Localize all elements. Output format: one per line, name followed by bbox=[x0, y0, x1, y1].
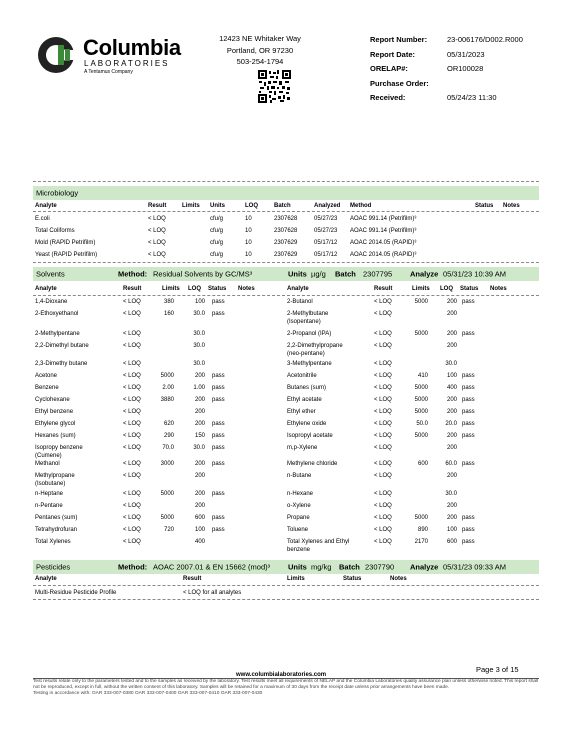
divider bbox=[33, 585, 539, 586]
company-logo bbox=[36, 35, 186, 80]
loq-value: 400 bbox=[194, 539, 205, 545]
table-cell: cfu/g bbox=[210, 240, 224, 246]
loq-value: 30.0 bbox=[193, 343, 205, 349]
result-value: < LOQ bbox=[123, 299, 141, 305]
result-value: < LOQ bbox=[123, 331, 141, 337]
result-value: < LOQ bbox=[123, 473, 141, 479]
loq-value: 100 bbox=[194, 527, 205, 533]
report-label: ORELAP#: bbox=[370, 64, 408, 73]
result-value: < LOQ bbox=[374, 491, 392, 497]
analyte-name: n-Heptane bbox=[35, 491, 64, 497]
column-header: LOQ bbox=[188, 286, 201, 292]
result-value: < LOQ bbox=[374, 503, 392, 509]
analyze-label: Analyze bbox=[410, 269, 439, 279]
result-value: < LOQ bbox=[374, 385, 392, 391]
result-value: < LOQ bbox=[374, 331, 392, 337]
limit-value: 70.0 bbox=[162, 445, 174, 451]
status-value: pass bbox=[212, 433, 225, 439]
limit-value: 50.0 bbox=[416, 421, 428, 427]
units-label: Units bbox=[288, 562, 307, 572]
pesticide-analyte: Multi-Residue Pesticide Profile bbox=[35, 590, 117, 596]
table-cell: < LOQ bbox=[148, 216, 166, 222]
column-header: Limits bbox=[287, 576, 305, 582]
loq-value: 60.0 bbox=[445, 461, 457, 467]
analyte-name: Methylpropane bbox=[35, 473, 75, 479]
columbia-logo-icon bbox=[36, 35, 76, 75]
analyte-name: Toluene bbox=[287, 527, 309, 533]
lab-address bbox=[190, 33, 330, 68]
analyte-name: 2-Propanol (IPA) bbox=[287, 331, 332, 337]
result-value: < LOQ bbox=[374, 397, 392, 403]
disclaimer-text: Test results relate only to the parameters tested and to the samples as received by the laboratory. Test results meet all requirements of NELAP and the Columbia Laboratories quality assurance plan unless otherwise noted. This report shall not be reproduced, except in full, without the written consent of this laboratory. Samples will be retained for a maximum of 30 days from the receipt date unless prior arrangements have been made. bbox=[33, 679, 539, 690]
status-value: pass bbox=[212, 421, 225, 427]
analyte-name: n-Pentane bbox=[35, 503, 63, 509]
analyte-name: Methylene chloride bbox=[287, 461, 338, 467]
analyte-name: Isopropyl acetate bbox=[287, 433, 333, 439]
result-value: < LOQ bbox=[374, 299, 392, 305]
result-value: < LOQ bbox=[123, 503, 141, 509]
method-value: Residual Solvents by GC/MS³ bbox=[153, 269, 253, 279]
result-value: < LOQ bbox=[374, 515, 392, 521]
analyte-name: Isopropy benzene bbox=[35, 445, 83, 451]
column-header: Units bbox=[210, 203, 225, 209]
analyte-name: n-Hexane bbox=[287, 491, 314, 497]
limit-value: 5000 bbox=[160, 491, 174, 497]
report-value: 05/31/2023 bbox=[447, 49, 485, 59]
divider bbox=[33, 181, 539, 182]
analyze-value: 05/31/23 09:33 AM bbox=[443, 562, 506, 572]
table-cell: 10 bbox=[245, 252, 252, 258]
result-value: < LOQ bbox=[123, 361, 141, 367]
table-cell: 10 bbox=[245, 240, 252, 246]
status-value: pass bbox=[462, 433, 475, 439]
limit-value: 290 bbox=[163, 433, 174, 439]
loq-value: 200 bbox=[194, 409, 205, 415]
analyte-name: Cyclohexane bbox=[35, 397, 70, 403]
column-header: Result bbox=[183, 576, 202, 582]
analyte-name: Ethyl acetate bbox=[287, 397, 322, 403]
status-value: pass bbox=[462, 421, 475, 427]
result-value: < LOQ bbox=[123, 311, 141, 317]
result-value: < LOQ bbox=[123, 385, 141, 391]
table-cell: AOAC 991.14 (Petrifilm)³ bbox=[350, 216, 417, 222]
status-value: pass bbox=[462, 527, 475, 533]
result-value: < LOQ bbox=[374, 433, 392, 439]
analyte-name-cont: (Isopentane) bbox=[287, 319, 321, 325]
analyte-name: Acetone bbox=[35, 373, 58, 379]
table-cell: AOAC 2014.05 (RAPID)³ bbox=[350, 240, 417, 246]
pesticide-result: < LOQ for all analytes bbox=[183, 590, 242, 596]
column-header: Limits bbox=[182, 203, 200, 209]
limit-value: 720 bbox=[163, 527, 174, 533]
column-header: Analyzed bbox=[314, 203, 341, 209]
result-value: < LOQ bbox=[374, 539, 392, 545]
result-value: < LOQ bbox=[374, 527, 392, 533]
table-cell: < LOQ bbox=[148, 252, 166, 258]
address-line: 12423 NE Whitaker Way bbox=[219, 34, 301, 43]
method-label: Method: bbox=[118, 562, 148, 572]
analyte-name: 2-Methylpentane bbox=[35, 331, 80, 337]
loq-value: 30.0 bbox=[193, 311, 205, 317]
result-value: < LOQ bbox=[123, 539, 141, 545]
result-value: < LOQ bbox=[374, 445, 392, 451]
limit-value: 2.00 bbox=[162, 385, 174, 391]
page-number: Page 3 of 15 bbox=[476, 665, 519, 674]
result-value: < LOQ bbox=[123, 343, 141, 349]
analyte-name: 2,2-Dimethyl butane bbox=[35, 343, 89, 349]
table-cell: < LOQ bbox=[148, 228, 166, 234]
analyte-name: 2,2-Dimethylpropane bbox=[287, 343, 343, 349]
table-cell: < LOQ bbox=[148, 240, 166, 246]
result-value: < LOQ bbox=[374, 361, 392, 367]
column-header: Limits bbox=[412, 286, 430, 292]
batch-value: 2307795 bbox=[363, 269, 393, 279]
limit-value: 5000 bbox=[414, 397, 428, 403]
column-header: Notes bbox=[490, 286, 507, 292]
column-header: Status bbox=[208, 286, 227, 292]
analyte-name: Ethyl benzene bbox=[35, 409, 74, 415]
loq-value: 200 bbox=[446, 515, 457, 521]
result-value: < LOQ bbox=[123, 373, 141, 379]
loq-value: 200 bbox=[446, 397, 457, 403]
column-header: Method bbox=[350, 203, 372, 209]
table-cell: Mold (RAPID Petrifilm) bbox=[35, 240, 96, 246]
result-value: < LOQ bbox=[123, 409, 141, 415]
report-value: 23-006176/D002.R000 bbox=[447, 35, 523, 44]
divider bbox=[33, 211, 539, 212]
limit-value: 5000 bbox=[414, 433, 428, 439]
result-value: < LOQ bbox=[123, 397, 141, 403]
report-label: Report Date: bbox=[370, 49, 416, 59]
limit-value: 380 bbox=[163, 299, 174, 305]
limit-value: 3000 bbox=[160, 461, 174, 467]
loq-value: 200 bbox=[446, 445, 457, 451]
divider bbox=[33, 295, 539, 296]
footer-disclaimer bbox=[33, 679, 539, 697]
limit-value: 5000 bbox=[414, 385, 428, 391]
column-header: Status bbox=[475, 203, 494, 209]
loq-value: 200 bbox=[446, 343, 457, 349]
loq-value: 150 bbox=[194, 433, 205, 439]
analyze-value: 05/31/23 10:39 AM bbox=[443, 269, 506, 279]
analyte-name: Hexanes (sum) bbox=[35, 433, 76, 439]
column-header: Notes bbox=[390, 576, 407, 582]
result-value: < LOQ bbox=[123, 461, 141, 467]
qr-code-icon bbox=[258, 70, 291, 103]
analyze-label: Analyze bbox=[410, 562, 439, 572]
table-cell: 2307628 bbox=[274, 228, 298, 234]
status-value: pass bbox=[212, 397, 225, 403]
loq-value: 30.0 bbox=[445, 491, 457, 497]
loq-value: 200 bbox=[194, 421, 205, 427]
report-label: Report Number: bbox=[370, 35, 428, 44]
table-cell: cfu/g bbox=[210, 216, 224, 222]
column-header: Result bbox=[123, 286, 142, 292]
column-header: LOQ bbox=[245, 203, 258, 209]
loq-value: 200 bbox=[446, 331, 457, 337]
section-title: Solvents bbox=[36, 269, 65, 279]
column-header: Analyte bbox=[287, 286, 309, 292]
analyte-name: Total Xylenes bbox=[35, 539, 71, 545]
analyte-name: 3-Methylpentane bbox=[287, 361, 332, 367]
table-cell: Total Coliforms bbox=[35, 228, 75, 234]
loq-value: 200 bbox=[194, 491, 205, 497]
status-value: pass bbox=[212, 515, 225, 521]
units-label: Units bbox=[288, 269, 307, 279]
analyte-name: Ethylene glycol bbox=[35, 421, 76, 427]
result-value: < LOQ bbox=[374, 421, 392, 427]
method-label: Method: bbox=[118, 269, 148, 279]
column-header: Result bbox=[374, 286, 393, 292]
loq-value: 200 bbox=[446, 311, 457, 317]
column-header: Status bbox=[460, 286, 479, 292]
status-value: pass bbox=[212, 299, 225, 305]
limit-value: 5000 bbox=[414, 515, 428, 521]
analyte-name-cont: (neo-pentane) bbox=[287, 351, 325, 357]
loq-value: 1.00 bbox=[193, 385, 205, 391]
analyte-name: Total Xylenes and Ethyl bbox=[287, 539, 350, 545]
batch-label: Batch bbox=[335, 269, 356, 279]
status-value: pass bbox=[462, 539, 475, 545]
limit-value: 160 bbox=[163, 311, 174, 317]
limit-value: 410 bbox=[417, 373, 428, 379]
testing-oar-text: Testing in accordance with: OAR 333-007-0380 OAR 333-007-0400 OAR 333-007-0410 OAR 333-007-0430 bbox=[33, 691, 263, 696]
divider bbox=[33, 262, 539, 263]
table-cell: AOAC 2014.05 (RAPID)³ bbox=[350, 252, 417, 258]
column-header: LOQ bbox=[440, 286, 453, 292]
analyte-name: m,p-Xylene bbox=[287, 445, 318, 451]
column-header: Status bbox=[343, 576, 362, 582]
batch-value: 2307790 bbox=[365, 562, 395, 572]
analyte-name: Acetonitrile bbox=[287, 373, 317, 379]
result-value: < LOQ bbox=[123, 421, 141, 427]
loq-value: 30.0 bbox=[193, 445, 205, 451]
analyte-name-cont: (Cumene) bbox=[35, 453, 62, 459]
result-value: < LOQ bbox=[123, 527, 141, 533]
report-value: 05/24/23 11:30 bbox=[447, 93, 497, 102]
column-header: Limits bbox=[162, 286, 180, 292]
limit-value: 890 bbox=[417, 527, 428, 533]
report-value: OR100028 bbox=[447, 64, 484, 73]
loq-value: 200 bbox=[446, 299, 457, 305]
limit-value: 5000 bbox=[414, 409, 428, 415]
status-value: pass bbox=[462, 515, 475, 521]
table-cell: E.coli bbox=[35, 216, 50, 222]
status-value: pass bbox=[462, 373, 475, 379]
address-line: 503-254-1794 bbox=[236, 57, 284, 66]
company-name: Columbia bbox=[83, 35, 181, 60]
table-cell: Yeast (RAPID Petrifilm) bbox=[35, 252, 98, 258]
company-sub: LABORATORIES bbox=[84, 59, 170, 68]
status-value: pass bbox=[462, 409, 475, 415]
limit-value: 5000 bbox=[414, 299, 428, 305]
analyte-name: o-Xylene bbox=[287, 503, 311, 509]
loq-value: 100 bbox=[446, 373, 457, 379]
loq-value: 30.0 bbox=[193, 331, 205, 337]
loq-value: 100 bbox=[446, 527, 457, 533]
analyte-name: 2,3-Dimethy butane bbox=[35, 361, 88, 367]
limit-value: 600 bbox=[417, 461, 428, 467]
limit-value: 2170 bbox=[414, 539, 428, 545]
loq-value: 600 bbox=[194, 515, 205, 521]
footer-url: www.columbialaboratories.com bbox=[236, 672, 327, 678]
status-value: pass bbox=[212, 373, 225, 379]
analyte-name: 2-Methylbutane bbox=[287, 311, 329, 317]
table-cell: 05/17/12 bbox=[314, 240, 338, 246]
result-value: < LOQ bbox=[374, 311, 392, 317]
report-label: Received: bbox=[370, 93, 406, 102]
column-header: Analyte bbox=[35, 286, 57, 292]
limit-value: 5000 bbox=[414, 331, 428, 337]
divider bbox=[33, 599, 539, 600]
result-value: < LOQ bbox=[123, 491, 141, 497]
analyte-name: Benzene bbox=[35, 385, 59, 391]
loq-value: 200 bbox=[194, 473, 205, 479]
loq-value: 400 bbox=[446, 385, 457, 391]
table-cell: AOAC 991.14 (Petrifilm)³ bbox=[350, 228, 417, 234]
table-cell: 05/17/12 bbox=[314, 252, 338, 258]
status-value: pass bbox=[462, 331, 475, 337]
column-header: Batch bbox=[274, 203, 291, 209]
status-value: pass bbox=[462, 461, 475, 467]
analyte-name: 1,4-Dioxane bbox=[35, 299, 68, 305]
method-value: AOAC 2007.01 & EN 15662 (mod)³ bbox=[153, 562, 271, 572]
section-title: Pesticides bbox=[36, 562, 71, 572]
loq-value: 200 bbox=[194, 397, 205, 403]
loq-value: 200 bbox=[194, 461, 205, 467]
limit-value: 5000 bbox=[160, 515, 174, 521]
table-cell: 10 bbox=[245, 228, 252, 234]
table-cell: 2307629 bbox=[274, 252, 298, 258]
limit-value: 620 bbox=[163, 421, 174, 427]
units-value: µg/g bbox=[311, 269, 326, 279]
pesticides-header bbox=[33, 560, 539, 574]
loq-value: 20.0 bbox=[445, 421, 457, 427]
column-header: Notes bbox=[238, 286, 255, 292]
status-value: pass bbox=[212, 311, 225, 317]
loq-value: 200 bbox=[446, 409, 457, 415]
table-cell: 05/27/23 bbox=[314, 216, 338, 222]
status-value: pass bbox=[462, 299, 475, 305]
analyte-name: Methanol bbox=[35, 461, 60, 467]
analyte-name-cont: (Isobutane) bbox=[35, 481, 66, 487]
analyte-name: Tetrahydrofuran bbox=[35, 527, 78, 533]
result-value: < LOQ bbox=[374, 343, 392, 349]
address-line: Portland, OR 97230 bbox=[226, 45, 294, 55]
result-value: < LOQ bbox=[374, 461, 392, 467]
analyte-name: 2-Butanol bbox=[287, 299, 313, 305]
column-header: Analyte bbox=[35, 203, 57, 209]
analyte-name: Ethyl ether bbox=[287, 409, 316, 415]
batch-label: Batch bbox=[339, 562, 360, 572]
loq-value: 200 bbox=[446, 473, 457, 479]
table-cell: cfu/g bbox=[210, 252, 224, 258]
analyte-name: Pentanes (sum) bbox=[35, 515, 78, 521]
status-value: pass bbox=[212, 445, 225, 451]
loq-value: 200 bbox=[446, 503, 457, 509]
result-value: < LOQ bbox=[374, 373, 392, 379]
column-header: Result bbox=[148, 203, 167, 209]
solvents-header bbox=[33, 267, 539, 281]
table-cell: 10 bbox=[245, 216, 252, 222]
result-value: < LOQ bbox=[123, 433, 141, 439]
column-header: Notes bbox=[503, 203, 520, 209]
status-value: pass bbox=[212, 491, 225, 497]
result-value: < LOQ bbox=[374, 409, 392, 415]
analyte-name: 2-Ethoxyethanol bbox=[35, 311, 79, 317]
section-title: Microbiology bbox=[36, 188, 79, 198]
loq-value: 200 bbox=[194, 503, 205, 509]
units-value: mg/kg bbox=[311, 562, 332, 572]
result-value: < LOQ bbox=[374, 473, 392, 479]
table-cell: 2307628 bbox=[274, 216, 298, 222]
analyte-name: Butanes (sum) bbox=[287, 385, 327, 391]
loq-value: 200 bbox=[446, 433, 457, 439]
loq-value: 100 bbox=[194, 299, 205, 305]
status-value: pass bbox=[212, 385, 225, 391]
limit-value: 5000 bbox=[160, 373, 174, 379]
analyte-name-cont: benzene bbox=[287, 547, 311, 553]
loq-value: 30.0 bbox=[445, 361, 457, 367]
status-value: pass bbox=[462, 385, 475, 391]
table-cell: cfu/g bbox=[210, 228, 224, 234]
status-value: pass bbox=[462, 397, 475, 403]
loq-value: 600 bbox=[446, 539, 457, 545]
status-value: pass bbox=[212, 527, 225, 533]
analyte-name: Ethylene oxide bbox=[287, 421, 327, 427]
result-value: < LOQ bbox=[123, 445, 141, 451]
report-label: Purchase Order: bbox=[370, 78, 429, 88]
status-value: pass bbox=[212, 461, 225, 467]
table-cell: 2307629 bbox=[274, 240, 298, 246]
limit-value: 3880 bbox=[160, 397, 174, 403]
microbiology-header bbox=[33, 186, 539, 200]
table-cell: 05/27/23 bbox=[314, 228, 338, 234]
result-value: < LOQ bbox=[123, 515, 141, 521]
column-header: Analyte bbox=[35, 576, 57, 582]
analyte-name: Propane bbox=[287, 515, 310, 521]
company-tagline: A Tentamus Company bbox=[84, 69, 133, 75]
analyte-name: n-Butane bbox=[287, 473, 312, 479]
loq-value: 200 bbox=[194, 373, 205, 379]
loq-value: 30.0 bbox=[193, 361, 205, 367]
